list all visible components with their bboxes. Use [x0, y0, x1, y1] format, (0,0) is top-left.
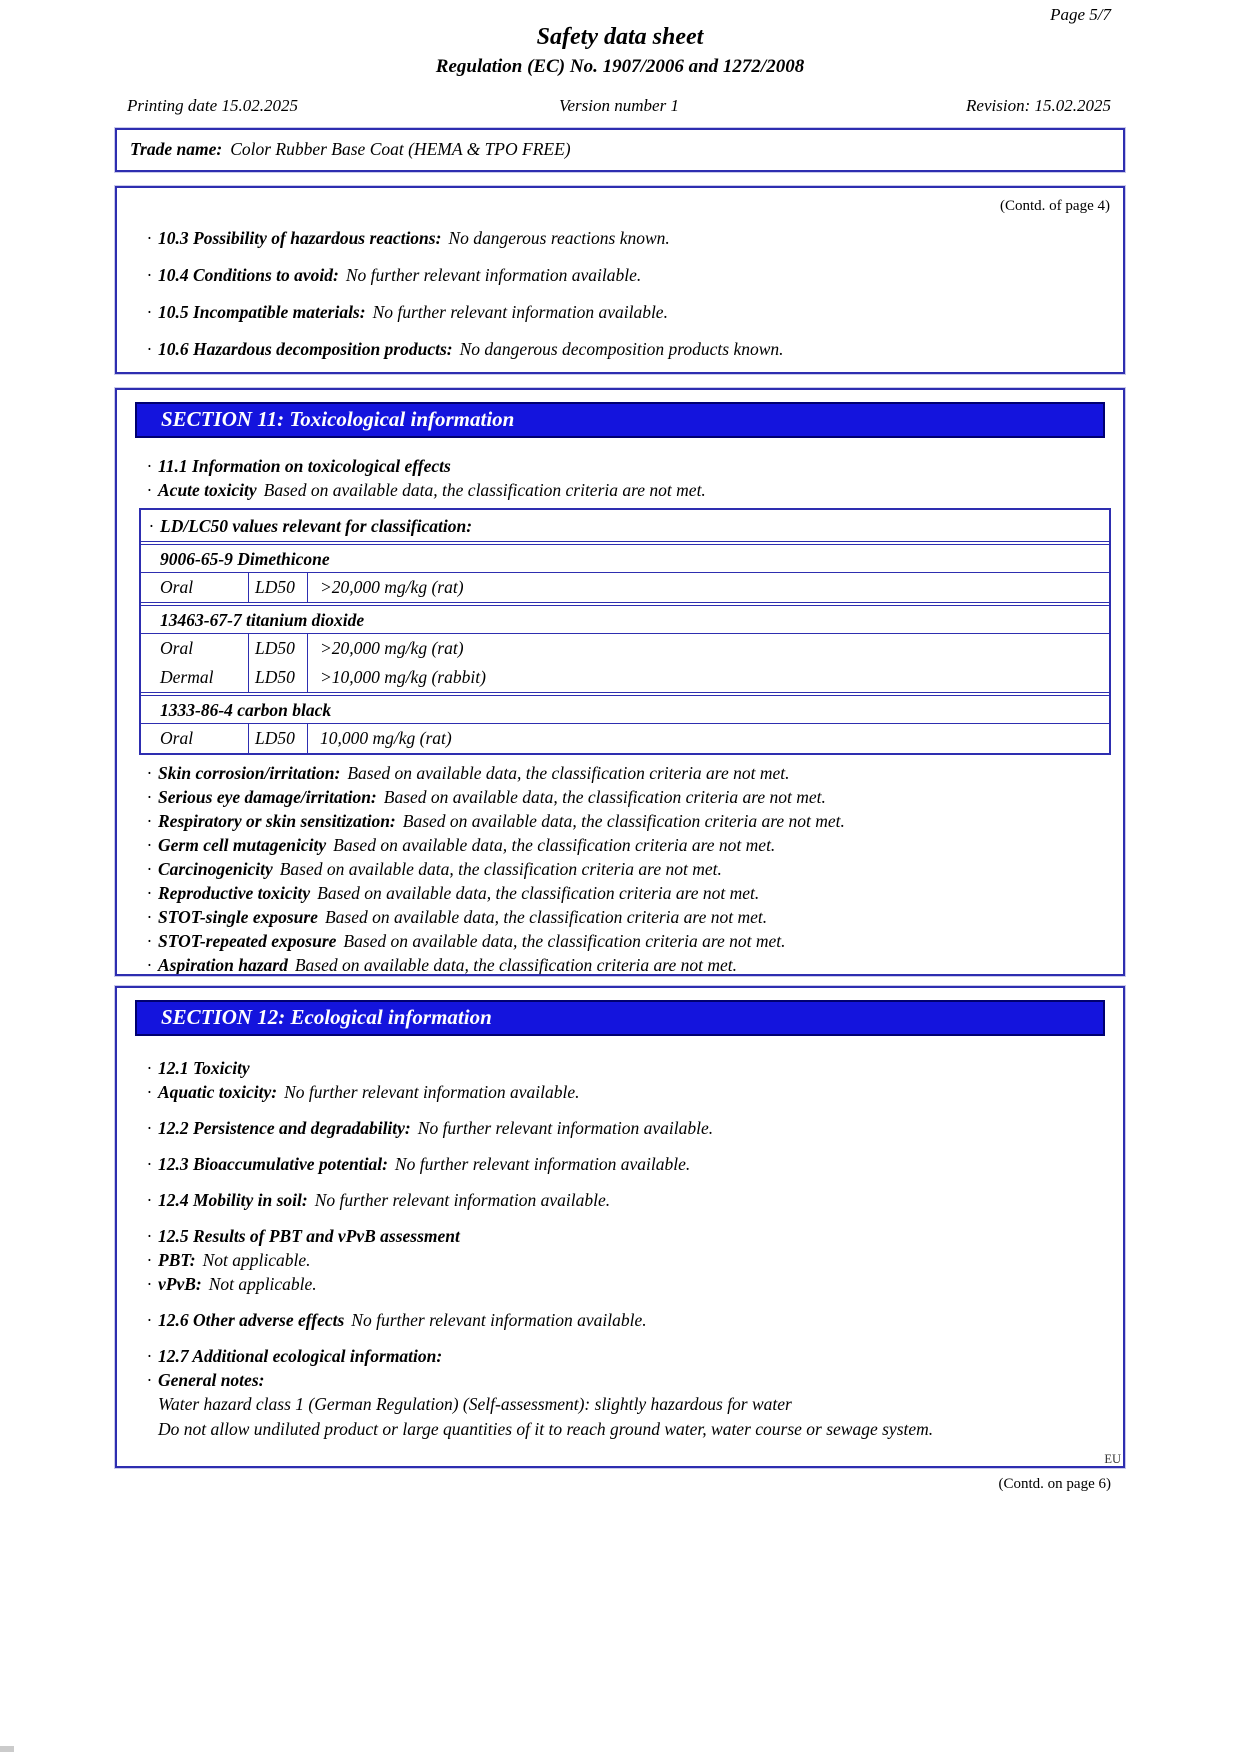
- section-11-intro: [117, 454, 1123, 502]
- field-value: No further relevant information available.: [394, 1154, 691, 1174]
- field-value: No further relevant information available.: [314, 1190, 611, 1210]
- exposure-route: Oral: [141, 573, 249, 602]
- line-12-2: [117, 1116, 1123, 1140]
- field-label: 12.1 Toxicity: [158, 1058, 250, 1078]
- group-12-7: [117, 1344, 1123, 1442]
- field-value: No further relevant information available.: [345, 265, 642, 285]
- line-acute-toxicity: [117, 478, 1123, 502]
- line-sensitization: [117, 809, 1123, 833]
- trade-name-box: [115, 128, 1125, 172]
- field-label: vPvB:: [158, 1274, 202, 1294]
- field-label: 12.7 Additional ecological information:: [158, 1346, 443, 1366]
- field-label: PBT:: [158, 1250, 196, 1270]
- field-value: No further relevant information available.: [284, 1082, 580, 1102]
- section-12-box: [115, 986, 1125, 1468]
- group-12-4: [117, 1188, 1123, 1212]
- line-eye-damage: [117, 785, 1123, 809]
- line-skin-corrosion: [117, 761, 1123, 785]
- line-reproductive: [117, 881, 1123, 905]
- field-label: Serious eye damage/irritation:: [158, 787, 377, 807]
- contd-on-page-note: (Contd. on page 6): [998, 1476, 1111, 1492]
- field-value: Based on available data, the classification criteria are not met.: [333, 835, 776, 855]
- trade-name-label: Trade name:: [130, 139, 223, 159]
- test-value: >10,000 mg/kg (rabbit): [320, 667, 486, 687]
- exposure-route: Oral: [141, 724, 249, 753]
- note-water-hazard: Water hazard class 1 (German Regulation) (Self-assessment): slightly hazardous for water: [158, 1394, 792, 1414]
- line-aquatic: [117, 1080, 1123, 1104]
- field-label: 12.6 Other adverse effects: [158, 1310, 345, 1330]
- line-10-6: [117, 339, 1123, 359]
- section-12-title: SECTION 12: Ecological information: [161, 1005, 492, 1029]
- ld50-table: [139, 508, 1111, 755]
- meta-row: [115, 96, 1125, 116]
- field-value: Based on available data, the classification criteria are not met.: [263, 480, 706, 500]
- line-10-5: [117, 302, 1123, 322]
- field-value: No dangerous reactions known.: [448, 228, 670, 248]
- substance-name: 13463-67-7 titanium dioxide: [141, 606, 1109, 634]
- field-value: No further relevant information available.: [372, 302, 668, 322]
- line-carcinogenicity: [117, 857, 1123, 881]
- field-label: Germ cell mutagenicity: [158, 835, 327, 855]
- line-pbt: [117, 1248, 1123, 1272]
- line-12-6: [117, 1308, 1123, 1332]
- field-label: Reproductive toxicity: [158, 883, 311, 903]
- document-title: Safety data sheet: [536, 24, 704, 50]
- ld50-row: [141, 634, 1109, 663]
- field-label: 12.4 Mobility in soil:: [158, 1190, 308, 1210]
- field-label: 10.5 Incompatible materials:: [158, 302, 366, 322]
- line-general-notes: [117, 1368, 1123, 1392]
- test-value: 10,000 mg/kg (rat): [320, 728, 452, 748]
- field-label: Aspiration hazard: [158, 955, 288, 975]
- field-label: Carcinogenicity: [158, 859, 273, 879]
- group-12-6: [117, 1308, 1123, 1332]
- test-type: LD50: [249, 573, 308, 602]
- field-label: Respiratory or skin sensitization:: [158, 811, 396, 831]
- test-type: LD50: [249, 634, 308, 663]
- section-11-header: [135, 402, 1105, 438]
- test-value: >20,000 mg/kg (rat): [320, 577, 464, 597]
- test-value: >20,000 mg/kg (rat): [320, 638, 464, 658]
- line-10-4: [117, 265, 1123, 285]
- field-label: Aquatic toxicity:: [158, 1082, 278, 1102]
- section-12-header: [135, 1000, 1105, 1036]
- field-value: Not applicable.: [208, 1274, 317, 1294]
- group-12-5: [117, 1224, 1123, 1296]
- line-12-4: [117, 1188, 1123, 1212]
- line-mutagenicity: [117, 833, 1123, 857]
- ld50-header-label: LD/LC50 values relevant for classification:: [160, 516, 473, 536]
- printing-date: Printing date 15.02.2025: [127, 96, 298, 115]
- exposure-route: Dermal: [141, 663, 249, 692]
- trade-name-value: Color Rubber Base Coat (HEMA & TPO FREE): [230, 139, 571, 159]
- section-11-title: SECTION 11: Toxicological information: [161, 407, 515, 431]
- contd-of-page-note: (Contd. of page 4): [1000, 198, 1110, 214]
- field-value: Based on available data, the classification criteria are not met.: [294, 955, 737, 975]
- ld50-row: [141, 663, 1109, 692]
- section-12-content: [117, 1056, 1123, 1442]
- section-11-box: [115, 388, 1125, 976]
- section-10-lines: [117, 228, 1123, 359]
- field-value: No further relevant information available.: [417, 1118, 714, 1138]
- field-value: Based on available data, the classification criteria are not met.: [317, 883, 760, 903]
- field-label: 11.1 Information on toxicological effects: [158, 456, 451, 476]
- line-12-7: [117, 1344, 1123, 1368]
- field-label: 12.2 Persistence and degradability:: [158, 1118, 411, 1138]
- line-vpvb: [117, 1272, 1123, 1296]
- field-value: Based on available data, the classification criteria are not met.: [383, 787, 826, 807]
- field-label: Acute toxicity: [158, 480, 257, 500]
- line-stot-repeated: [117, 929, 1123, 953]
- toxicological-effects-list: [117, 761, 1123, 976]
- line-12-5: [117, 1224, 1123, 1248]
- ld50-row: [141, 724, 1109, 753]
- field-label: Skin corrosion/irritation:: [158, 763, 341, 783]
- test-type: LD50: [249, 724, 308, 753]
- substance-name: 9006-65-9 Dimethicone: [141, 545, 1109, 573]
- field-label: 10.6 Hazardous decomposition products:: [158, 339, 453, 359]
- field-label: STOT-repeated exposure: [158, 931, 337, 951]
- substance-name: 1333-86-4 carbon black: [141, 696, 1109, 724]
- region-mark: EU: [1104, 1452, 1121, 1466]
- field-value: No dangerous decomposition products known.: [459, 339, 784, 359]
- line-12-3: [117, 1152, 1123, 1176]
- line-11-1: [117, 454, 1123, 478]
- field-value: Based on available data, the classification criteria are not met.: [324, 907, 768, 927]
- field-value: Based on available data, the classification criteria are not met.: [279, 859, 722, 879]
- section-10-box: [115, 186, 1125, 374]
- field-value: No further relevant information available.: [351, 1310, 647, 1330]
- page-number: Page 5/7: [1050, 5, 1111, 24]
- note-undiluted: Do not allow undiluted product or large quantities of it to reach ground water, water course or sewage system.: [158, 1419, 934, 1439]
- ld50-group-titanium-dioxide: [141, 605, 1109, 693]
- field-label: 10.4 Conditions to avoid:: [158, 265, 339, 285]
- scan-artifact: [0, 1746, 14, 1752]
- field-value: Based on available data, the classification criteria are not met.: [347, 763, 790, 783]
- field-label: STOT-single exposure: [158, 907, 318, 927]
- version-number: Version number 1: [559, 96, 679, 115]
- field-value: Not applicable.: [202, 1250, 311, 1270]
- field-value: Based on available data, the classification criteria are not met.: [343, 931, 786, 951]
- line-10-3: [117, 228, 1123, 248]
- document-subtitle: Regulation (EC) No. 1907/2006 and 1272/2008: [435, 56, 805, 77]
- field-label: 12.3 Bioaccumulative potential:: [158, 1154, 388, 1174]
- ld50-group-dimethicone: [141, 544, 1109, 603]
- field-label: General notes:: [158, 1370, 265, 1390]
- group-12-3: [117, 1152, 1123, 1176]
- ld50-group-carbon-black: [141, 695, 1109, 753]
- exposure-route: Oral: [141, 634, 249, 663]
- line-stot-single: [117, 905, 1123, 929]
- test-type: LD50: [249, 663, 308, 692]
- group-12-2: [117, 1116, 1123, 1140]
- revision-date: Revision: 15.02.2025: [966, 96, 1111, 115]
- group-12-1: [117, 1056, 1123, 1104]
- field-label: 10.3 Possibility of hazardous reactions:: [158, 228, 442, 248]
- line-12-1: [117, 1056, 1123, 1080]
- ld50-table-header: [141, 510, 1109, 542]
- document-body: [115, 128, 1125, 1468]
- line-aspiration: [117, 953, 1123, 976]
- field-value: Based on available data, the classification criteria are not met.: [402, 811, 845, 831]
- field-label: 12.5 Results of PBT and vPvB assessment: [158, 1226, 460, 1246]
- ld50-row: [141, 573, 1109, 602]
